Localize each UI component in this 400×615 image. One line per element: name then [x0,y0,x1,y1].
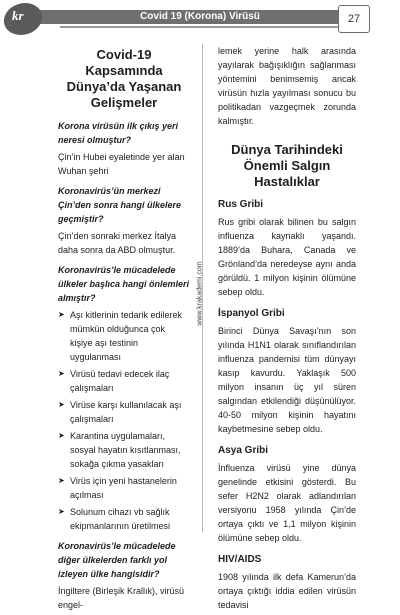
disease-text: İnfluenza virüsü yine dünya genelinde etkisini gösterdi. Bu sefer H2N2 olarak adlandırılan versiyonu 1958 yılında Çin’de ortaya çıktı ve 1,1 milyon kişinin ölümüne sebep oldu. [218,463,356,543]
page-number-box [338,5,370,33]
list-item: ➤ Virüsü tedavi edecek ilaç çalışmaları [58,369,170,393]
list-item: ➤ Aşı kitlerinin tedarik edilerek mümkün olduğunca çok kişiye aşı testinin uygulanması [58,310,183,362]
header-rule [60,26,360,28]
answer-4: İngiltere (Birleşik Krallık), virüsü engel- [58,586,185,610]
disease-heading: İspanyol Gribi [218,308,285,319]
question-4: Koronavirüs’le mücadelede diğer ülkelerden farklı yol izleyen ülke hangisidir? [58,541,176,579]
section-title: Dünya Tarihindeki Önemli Salgın Hastalıklar [231,142,343,189]
disease-heading: Rus Gribi [218,199,264,210]
disease-heading: HIV/AIDS [218,554,262,565]
page-header [0,0,400,40]
disease-text: 1908 yılında ilk defa Kamerun’da ortaya çıktığı iddia edilen virüsün tedavisi [218,572,356,610]
question-2: Koronavirüs’ün merkezi Çin’den sonra hangi ülkelere geçmiştir? [58,186,182,224]
left-column [58,44,190,615]
disease-text: Birinci Dünya Savaşı’nın son yılında H1N1 olarak sınıflandırılan influenza pandemisi tüm dünyayı kasıp kavurdu. Yaklaşık 500 milyon insanın üç yıl süren salgından etkilendiği düşünülüyor. 40-50 milyon kişinin hayatını kaybetmesine sebep oldu. [218,326,356,434]
arrow-icon: ➤ [58,369,65,378]
measures-list [58,308,190,533]
running-title: Covid 19 (Korona) Virüsü [140,11,260,22]
list-item: ➤ Virüse karşı kullanılacak aşı çalışmaları [58,400,182,424]
question-3: Koronavirüs’le mücadelede ülkeler başlıca hangi önlemleri almıştır? [58,265,190,303]
left-title: Covid-19 Kapsamında Dünya’da Yaşanan Gelişmeler [66,47,182,110]
arrow-icon: ➤ [58,431,65,440]
list-item: ➤ Solunum cihazı vb sağlık ekipmanlarının üretilmesi [58,507,171,531]
right-column [218,44,356,615]
arrow-icon: ➤ [58,507,65,516]
question-1: Korona virüsün ilk çıkış yeri neresi olmuştur? [58,121,179,145]
arrow-icon: ➤ [58,400,65,409]
answer-2: Çin’den sonraki merkez İtalya daha sonra da ABD olmuştur. [58,231,177,255]
arrow-icon: ➤ [58,310,65,319]
page-number: 27 [347,13,361,25]
logo-text: kr [12,8,24,23]
disease-text: Rus gribi olarak bilinen bu salgın influenza kaynaklı yaşandı. 1889’da Buhara, Canada ve Grönland’da neredeyse aynı anda görüldü. 1 milyon kişinin ölümüne sebep oldu. [218,217,356,297]
list-item: ➤ Karantina uygulamaları, sosyal hayatın kısıtlanması, sokağa çıkma yasakları [58,431,181,469]
continued-text: lemek yerine halk arasında yayılarak bağışıklığın sağlanması yöntemini benimsemiş ancak virüsün hızla yayılması sonucu bu politikadan vazgeçmek zorunda kalmıştır. [218,46,356,126]
answer-1: Çin’in Hubei eyaletinde yer alan Wuhan şehri [58,152,185,176]
side-url: www.krakademi.com [196,261,204,326]
list-item: ➤ Virüs için yeni hastanelerin açılması [58,476,177,500]
disease-heading: Asya Gribi [218,445,269,456]
arrow-icon: ➤ [58,476,65,485]
